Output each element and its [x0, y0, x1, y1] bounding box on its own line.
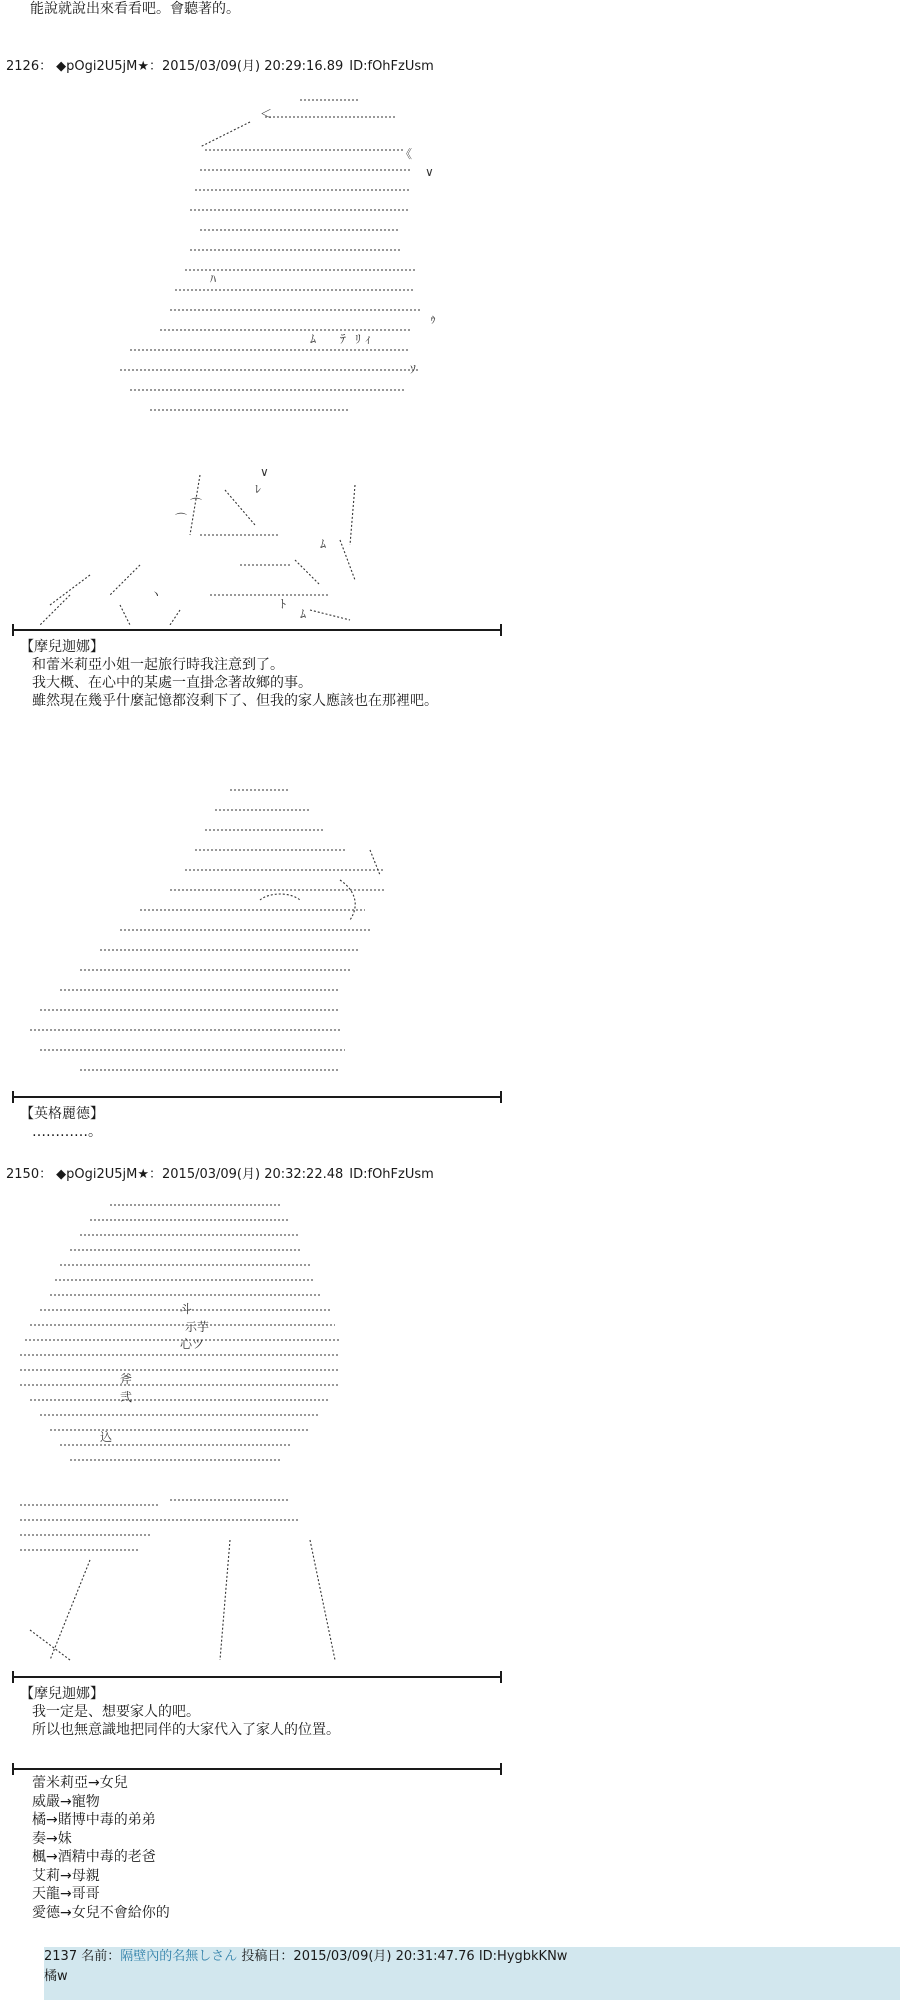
aa-glyph: ﾑ — [320, 537, 327, 551]
mapping-row: 楓→酒精中毒的老爸 — [32, 1849, 156, 1865]
mapping-row: 天龍→哥哥 — [32, 1886, 100, 1902]
post-separator: ： — [39, 1167, 53, 1182]
mapping-row: 愛德→女兒不會給你的 — [32, 1904, 170, 1921]
post-date: ：2015/03/09(月) 20:29:16.89 — [149, 59, 344, 74]
aa-glyph: ｨ — [365, 332, 372, 346]
post-date: ：2015/03/09(月) 20:32:22.48 — [149, 1167, 344, 1182]
dialogue-block — [20, 638, 438, 710]
dialogue-line: 我大概、在心中的某處一直掛念著故鄉的事。 — [32, 675, 312, 691]
dialogue-line: 我一定是、想要家人的吧。 — [32, 1704, 200, 1720]
reply-name-label: 名前： — [81, 1949, 121, 1964]
aa-glyph: ｿ — [410, 362, 417, 376]
reply-header — [44, 1947, 567, 1967]
aa-glyph: ⌒ — [190, 497, 203, 511]
ascii-art-figure — [10, 1200, 500, 1672]
post-number[interactable]: 2150 — [6, 1167, 40, 1182]
speaker-name: 【摩兒迦娜】 — [20, 639, 104, 655]
aa-glyph: 心ツ — [180, 1337, 205, 1351]
post-number[interactable]: 2126 — [6, 59, 40, 74]
mapping-row: 奏→妹 — [32, 1830, 72, 1847]
dialogue-block — [20, 1685, 340, 1739]
mapping-row: 艾莉→母親 — [32, 1867, 100, 1884]
post-id[interactable]: ID:fOhFzUsm — [349, 59, 434, 74]
aa-glyph: ﾑ — [300, 607, 307, 621]
reply-name-link[interactable]: 隔壁內的名無しさん — [120, 1949, 238, 1964]
post-id[interactable]: ID:fOhFzUsm — [349, 1167, 434, 1182]
dialogue-divider — [12, 1091, 502, 1103]
aa-glyph: ﾚ — [255, 482, 262, 496]
dialogue-line: 和蕾米莉亞小姐一起旅行時我注意到了。 — [32, 657, 284, 673]
aa-glyph: ｩ — [430, 312, 437, 326]
reply-date-label: 投稿日： — [241, 1949, 294, 1964]
aa-glyph: 斧 — [120, 1372, 133, 1386]
mapping-row: 威嚴→寵物 — [32, 1793, 100, 1810]
ascii-art-figure — [10, 95, 500, 625]
intro-line: 能說就說出來看看吧。會聽著的。 — [30, 1, 240, 17]
aa-glyph: 《 — [400, 147, 413, 161]
reply-body: 橘w — [44, 1969, 68, 1984]
ascii-art-figure — [10, 780, 500, 1092]
aa-glyph: ﾊ — [210, 272, 217, 286]
reply-comment — [44, 1947, 900, 2000]
aa-glyph: ﾃ — [340, 332, 347, 346]
aa-glyph: ∨ — [260, 465, 269, 479]
speaker-name: 【摩兒迦娜】 — [20, 1686, 104, 1702]
aa-glyph: 込 — [100, 1430, 113, 1444]
dialogue-divider — [12, 1671, 502, 1683]
reply-number[interactable]: 2137 — [44, 1949, 78, 1964]
poster-trip: ◆pOgi2U5jM — [56, 59, 138, 74]
reply-date: 2015/03/09(月) 20:31:47.76 — [293, 1949, 475, 1964]
reply-id[interactable]: ID:HygbkKNw — [478, 1949, 568, 1964]
aa-glyph: ﾘ — [355, 332, 362, 346]
dialogue-line: 雖然現在幾乎什麼記憶都沒剩下了、但我的家人應該也在那裡吧。 — [32, 693, 438, 709]
mapping-row: 蕾米莉亞→女兒 — [32, 1775, 128, 1791]
dialogue-divider — [12, 624, 502, 636]
aa-glyph: 示芋 — [185, 1320, 210, 1334]
post-header — [6, 1163, 434, 1182]
mapping-row: 橘→賭博中毒的弟弟 — [32, 1812, 156, 1828]
aa-glyph: ﾄ — [280, 597, 287, 611]
dialogue-line: 所以也無意識地把同伴的大家代入了家人的位置。 — [32, 1722, 340, 1738]
post-header — [6, 55, 434, 74]
aa-glyph: ⌒ — [175, 512, 188, 526]
post-separator: ： — [39, 59, 53, 74]
aa-glyph: ﾑ — [310, 332, 317, 346]
trip-star: ★ — [137, 1167, 149, 1182]
aa-glyph: ＜ — [260, 107, 275, 121]
aa-glyph: 斗 — [180, 1302, 193, 1316]
dialogue-block — [20, 1105, 104, 1141]
aa-glyph: ヽ — [150, 587, 163, 601]
dialogue-line: …………。 — [32, 1124, 102, 1140]
role-mapping-list — [32, 1774, 170, 1922]
aa-glyph: 弐 — [120, 1390, 133, 1404]
speaker-name: 【英格麗德】 — [20, 1106, 104, 1122]
aa-glyph: ∨ — [425, 165, 434, 179]
poster-trip: ◆pOgi2U5jM — [56, 1167, 138, 1182]
trip-star: ★ — [137, 59, 149, 74]
